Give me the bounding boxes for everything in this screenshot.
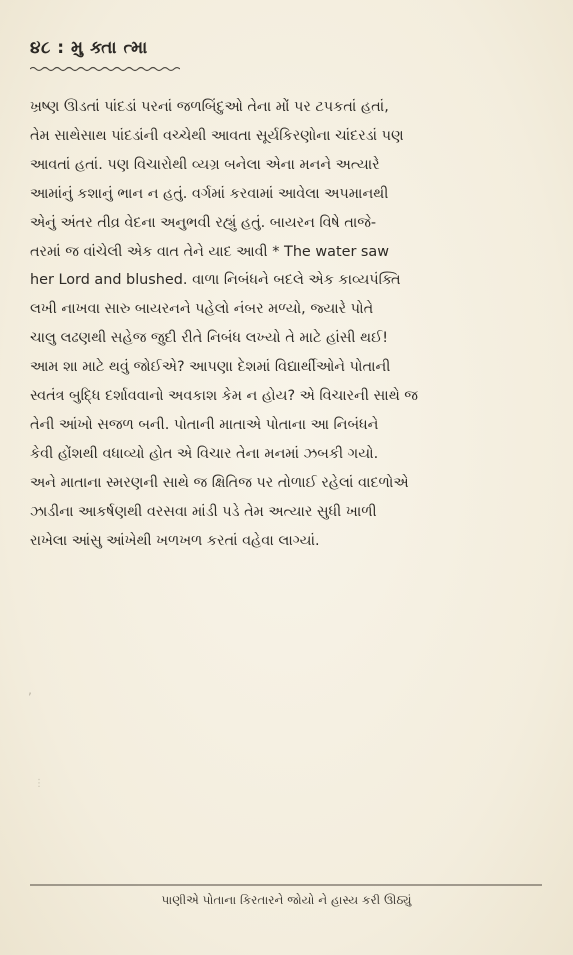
body-paragraph — [30, 93, 544, 556]
text-line: રાખેલા આંસુ આંખેથી ખળખળ કરતાં વહેવા લાગ્યાં. — [30, 532, 320, 549]
header-wavy-rule — [30, 66, 180, 72]
text-line: ખ્રષ્ણ ઊડતાં પાંદડાં પરનાં જળબિંદુઓ તેના મોં પર ટપકતાં હતાં, — [30, 99, 389, 115]
text-line: તેની આંખો સજળ બની. પોતાની માતાએ પોતાના આ નિબંધને — [30, 416, 379, 433]
text-line: તેમ સાથેસાથ પાંદડાંની વચ્ચેથી આવતા સૂર્યકિરણોના ચાંદરડાં પણ — [30, 127, 404, 144]
text-line: ચાલુ લઢણથી સહેજ જુદી રીતે નિબંધ લખ્યો તે માટે હાંસી થઈ! — [30, 330, 388, 347]
page-blemish: ⋮ — [34, 778, 44, 789]
text-line: સ્વતંત્ર બુદ્ધિ દર્શાવવાનો અવકાશ કેમ ન હોય? એ વિચારની સાથે જ — [30, 388, 418, 405]
text-line: her Lord and blushed. વાળા નિબંધને બદલે એક કાવ્યપંક્તિ — [30, 272, 401, 289]
text-line: તરમાં જ વાંચેલી એક વાત તેને યાદ આવી * The water saw — [30, 243, 390, 260]
page-header: ૪૮ : મુ ક્તા ત્મા — [30, 38, 148, 58]
text-line: લખી નાખવા સારુ બાયરનને પહેલો નંબર મળ્યો, જ્યારે પોતે — [30, 301, 374, 318]
text-line: આમાંનું કશાનું ભાન ન હતું. વર્ગમાં કરવામાં આવેલા અપમાનથી — [30, 185, 389, 202]
text-line: અને માતાના સ્મરણની સાથે જ ક્ષિતિજ પર તોળાઈ રહેલાં વાદળોએ — [30, 474, 409, 491]
text-line: આમ શા માટે થવું જોઈએ? આપણા દેશમાં વિદ્યાર્થીઓને પોતાની — [30, 359, 391, 376]
footnote-text: પાણીએ પોતાના કિરતારને જોયો ને હાસ્ય કરી ઊઠ્યું — [161, 893, 412, 907]
page-blemish: ‚ — [28, 683, 32, 697]
footnote-divider — [30, 884, 542, 886]
text-line: આવતાં હતાં. પણ વિચારોથી વ્યગ્ર બનેલા એના મનને અત્યારે — [30, 156, 380, 173]
text-line: એનું અંતર તીવ્ર વેદના અનુભવી રહ્યું હતું. બાયરન વિષે તાજે- — [30, 214, 377, 231]
text-line: ઝાડીના આકર્ષણથી વરસવા માંડી પડે તેમ અત્યાર સુધી ખાળી — [30, 503, 377, 520]
text-line: કેવી હોંશથી વધાવ્યો હોત એ વિચાર તેના મનમાં ઝબકી ગયો. — [30, 445, 379, 462]
